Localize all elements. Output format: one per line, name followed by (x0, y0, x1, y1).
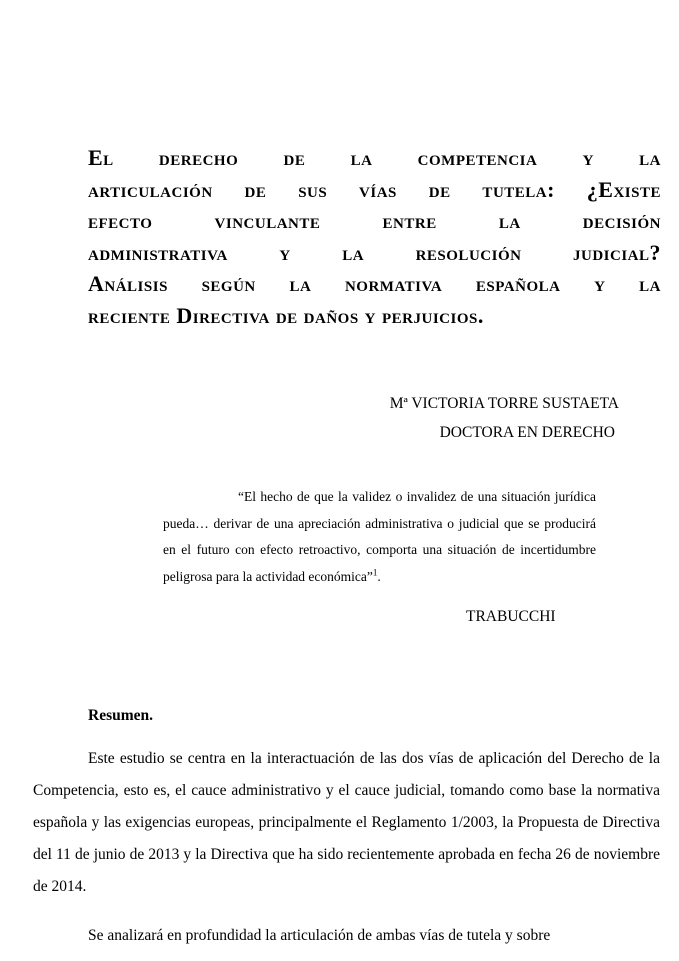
title-line: articulación de sus vías de tutela: ¿Existe (88, 176, 661, 202)
epigraph-end: . (377, 568, 381, 584)
abstract-heading: Resumen. (88, 707, 154, 724)
footnote-reference[interactable]: 1 (372, 567, 378, 577)
epigraph-attribution: TRABUCCHI (466, 608, 556, 625)
epigraph-text: “El hecho de que la validez o invalidez de una situación jurídica pueda… derivar de una apreciación administrativa o judicial que se producirá en el futuro con efecto retroactivo, comporta una situación de incertidumbre peligrosa para la actividad económica” (163, 489, 596, 584)
author-block (390, 389, 619, 447)
abstract-paragraph: Se analizará en profundidad la articulación de ambas vías de tutela y sobre (88, 927, 551, 944)
epigraph-quote (163, 484, 596, 590)
title-line: efecto vinculante entre la decisión (88, 208, 661, 233)
title-line: administrativa y la resolución judicial? (88, 239, 661, 265)
title-line: reciente Directiva de daños y perjuicios. (88, 302, 484, 328)
abstract-paragraph: Este estudio se centra en la interactuación de las dos vías de aplicación del Derecho de la Competencia, esto es, el cauce administrativo y el cauce judicial, tomando como base la normativa española y las exigencias europeas, principalmente el Reglamento 1/2003, la Propuesta de Directiva del 11 de junio de 2013 y la Directiva que ha sido recientemente aprobada en fecha 26 de noviembre de 2014. (33, 750, 660, 895)
title-line: El derecho de la competencia y la (88, 145, 661, 170)
paper-title (33, 142, 661, 331)
author-name: Mª VICTORIA TORRE SUSTAETA (389, 395, 619, 412)
title-line: Análisis según la normativa española y la (88, 271, 661, 296)
author-degree: DOCTORA EN DERECHO (439, 424, 615, 441)
